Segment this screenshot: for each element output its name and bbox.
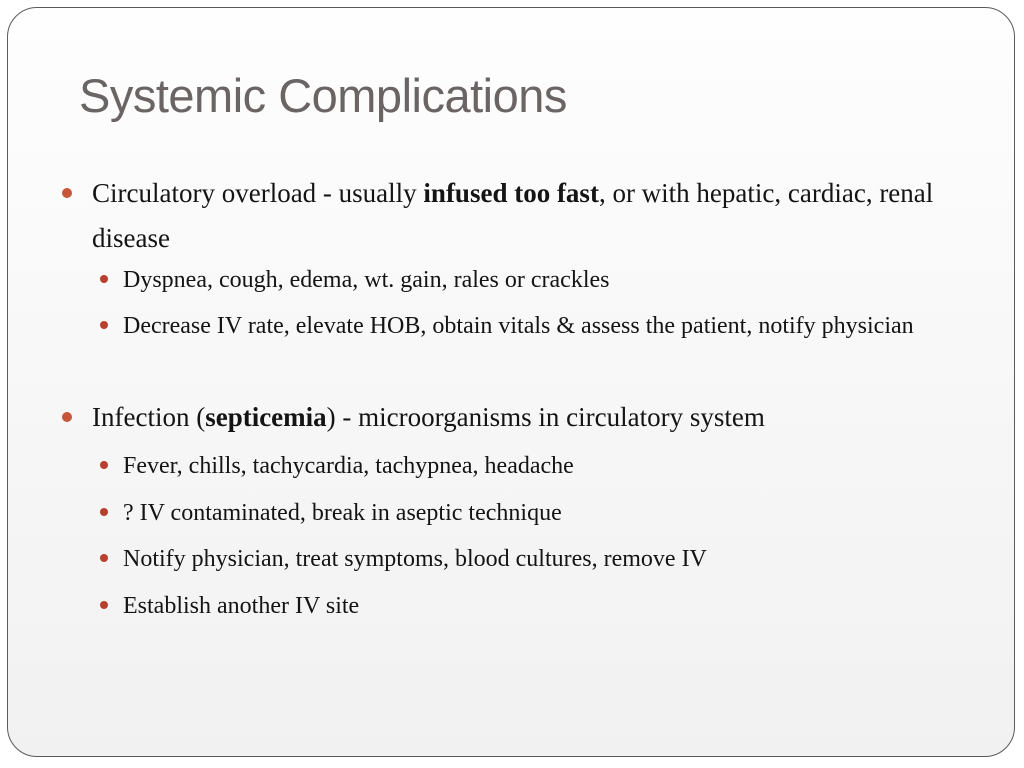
- item-text: Infection (: [92, 402, 206, 432]
- sub-bullet-dot-icon: [100, 554, 108, 562]
- sub-bullet-item: [123, 586, 943, 626]
- item-emphasis: septicemia: [205, 402, 327, 432]
- bullet-dot-icon: [62, 188, 72, 198]
- sub-item-text: Dyspnea, cough, edema, wt. gain, rales or crackles: [123, 267, 610, 293]
- bullet-item-circulatory-overload: [92, 171, 952, 261]
- sub-item-text: Notify physician, treat symptoms, blood cultures, remove IV: [123, 546, 707, 572]
- sub-bullet-item: [123, 306, 943, 346]
- sub-bullet-dot-icon: [100, 508, 108, 516]
- sub-bullet-dot-icon: [100, 275, 108, 283]
- sub-bullet-item: [123, 493, 943, 533]
- sub-bullet-item: [123, 446, 943, 486]
- item-text: ) - microorganisms in circulatory system: [326, 402, 765, 432]
- sub-bullet-dot-icon: [100, 321, 108, 329]
- sub-bullet-dot-icon: [100, 461, 108, 469]
- sub-item-text: Establish another IV site: [123, 593, 360, 619]
- bullet-dot-icon: [62, 412, 72, 422]
- sub-bullet-dot-icon: [100, 601, 108, 609]
- sub-bullet-item: [123, 260, 943, 300]
- bullet-item-infection: [92, 395, 952, 440]
- slide-frame: [7, 7, 1015, 757]
- sub-bullet-item: [123, 539, 943, 579]
- sub-item-text: ? IV contaminated, break in aseptic technique: [123, 500, 562, 526]
- sub-item-text: Decrease IV rate, elevate HOB, obtain vitals & assess the patient, notify physician: [123, 313, 914, 339]
- slide-title: Systemic Complications: [79, 69, 567, 122]
- sub-item-text: Fever, chills, tachycardia, tachypnea, headache: [123, 453, 574, 479]
- item-text: Circulatory overload - usually: [92, 178, 424, 208]
- item-emphasis: infused too fast: [423, 178, 599, 208]
- item-text: , or with hepatic, cardiac, renal disease: [92, 178, 934, 253]
